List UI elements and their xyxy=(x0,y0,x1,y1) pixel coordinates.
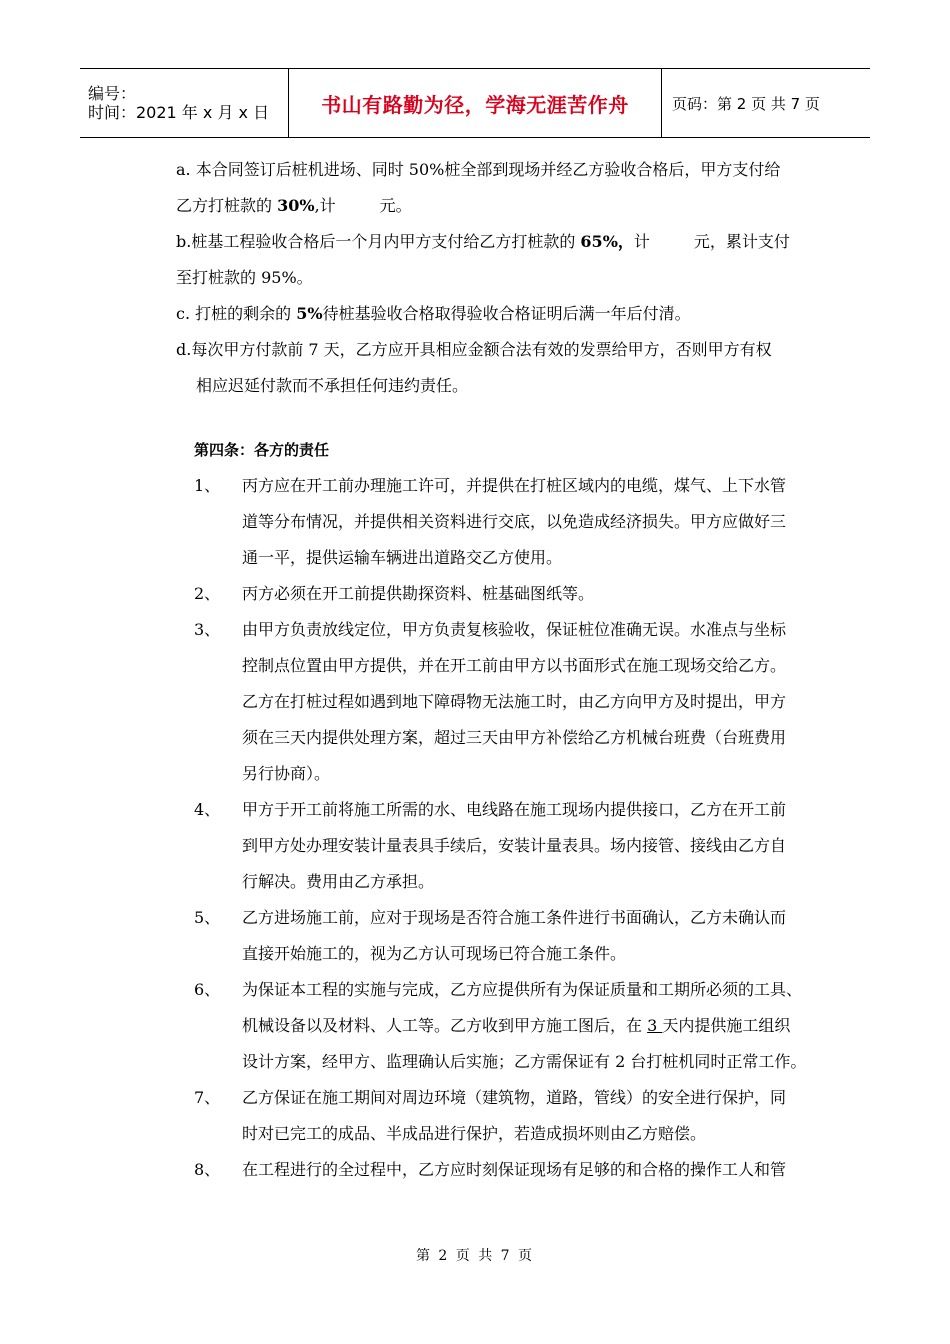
article-4-title: 第四条：各方的责任 xyxy=(194,441,330,459)
item-line: 乙方进场施工前，应对于现场是否符合施工条件进行书面确认，乙方未确认而 xyxy=(242,908,787,927)
item-content xyxy=(242,1080,816,1152)
percent-5: 5% xyxy=(296,304,323,323)
item-number: 1、 xyxy=(194,476,221,495)
percent-30: 30% xyxy=(277,196,315,215)
item-content xyxy=(242,972,816,1080)
item-number: 8、 xyxy=(194,1160,221,1179)
payment-clause-b-line2: 至打桩款的 95%。 xyxy=(176,268,313,287)
list-item xyxy=(176,576,816,612)
document-body xyxy=(176,152,816,1188)
item-line: 乙方保证在施工期间对周边环境（建筑物，道路，管线）的安全进行保护，同 xyxy=(242,1088,787,1107)
text-span: 天内提供施工组织 xyxy=(662,1016,791,1035)
item-content xyxy=(242,792,816,900)
item-line: 控制点位置由甲方提供，并在开工前由甲方以书面形式在施工现场交给乙方。 xyxy=(242,656,787,675)
item-line: 道等分布情况，并提供相关资料进行交底，以免造成经济损失。甲方应做好三 xyxy=(242,512,787,531)
item-line: 须在三天内提供处理方案，超过三天由甲方补偿给乙方机械台班费（台班费用 xyxy=(242,728,787,747)
item-line: 在工程进行的全过程中，乙方应时刻保证现场有足够的和合格的操作工人和管 xyxy=(242,1160,787,1179)
underlined-days: 3 xyxy=(647,1016,663,1035)
text-span: ,计 xyxy=(314,196,336,215)
payment-clause-d-line1: d.每次甲方付款前 7 天，乙方应开具相应金额合法有效的发票给甲方，否则甲方有权 xyxy=(176,340,772,359)
item-line: 直接开始施工的，视为乙方认可现场已符合施工条件。 xyxy=(242,944,627,963)
page-number-label: 页码：第 2 页 共 7 页 xyxy=(672,94,820,113)
item-line: 另行协商）。 xyxy=(242,764,331,783)
payment-clause-b-line1 xyxy=(176,224,816,260)
page-header xyxy=(80,68,870,138)
text-span: 机械设备以及材料、人工等。乙方收到甲方施工图后，在 xyxy=(242,1016,648,1035)
item-line: 由甲方负责放线定位，甲方负责复核验收，保证桩位准确无误。水准点与坐标 xyxy=(242,620,787,639)
item-number: 3、 xyxy=(194,620,221,639)
list-item xyxy=(176,900,816,972)
spacer xyxy=(176,404,816,432)
item-line: 为保证本工程的实施与完成，乙方应提供所有为保证质量和工期所必须的工具、 xyxy=(242,980,803,999)
header-motto: 书山有路勤为径，学海无涯苦作舟 xyxy=(321,92,629,117)
item-content xyxy=(242,612,816,792)
item-line: 时对已完工的成品、半成品进行保护，若造成损坏则由乙方赔偿。 xyxy=(242,1124,707,1143)
header-motto-cell xyxy=(289,69,662,137)
payment-clause-d-line2: 相应迟延付款而不承担任何违约责任。 xyxy=(196,376,469,395)
item-line: 设计方案，经甲方、监理确认后实施；乙方需保证有 2 台打桩机同时正常工作。 xyxy=(242,1052,807,1071)
list-item xyxy=(176,792,816,900)
text-span: 计 xyxy=(633,232,650,251)
item-content xyxy=(242,900,816,972)
text-span: b.桩基工程验收合格后一个月内甲方支付给乙方打桩款的 xyxy=(176,232,581,251)
text-span: 待桩基验收合格取得验收合格证明后满一年后付清。 xyxy=(322,304,691,323)
payment-clause-a-line1: a. 本合同签订后桩机进场、同时 50%桩全部到现场并经乙方验收合格后，甲方支付给 xyxy=(176,160,781,179)
text-span: c. 打桩的剩余的 xyxy=(176,304,297,323)
item-number: 4、 xyxy=(194,800,221,819)
item-line: 丙方应在开工前办理施工许可，并提供在打桩区域内的电缆，煤气、上下水管 xyxy=(242,476,787,495)
list-item xyxy=(176,1080,816,1152)
text-span: 元。 xyxy=(379,196,412,215)
document-date: 时间：2021 年 x 月 x 日 xyxy=(88,103,270,122)
item-line: 甲方于开工前将施工所需的水、电线路在施工现场内提供接口，乙方在开工前 xyxy=(242,800,787,819)
list-item xyxy=(176,468,816,576)
item-line xyxy=(242,1008,816,1044)
payment-clause-c xyxy=(176,296,816,332)
page-footer: 第 2 页 共 7 页 xyxy=(415,1248,535,1264)
payment-clause-a-line2 xyxy=(176,188,816,224)
item-line: 行解决。费用由乙方承担。 xyxy=(242,872,435,891)
item-line: 乙方在打桩过程如遇到地下障碍物无法施工时，由乙方向甲方及时提出，甲方 xyxy=(242,692,787,711)
item-content xyxy=(242,576,816,612)
header-meta xyxy=(80,69,289,137)
percent-65: 65%， xyxy=(580,232,634,251)
item-number: 2、 xyxy=(194,584,221,603)
item-line: 通一平，提供运输车辆进出道路交乙方使用。 xyxy=(242,548,563,567)
list-item xyxy=(176,1152,816,1188)
text-span: 乙方打桩款的 xyxy=(176,196,278,215)
list-item xyxy=(176,972,816,1080)
list-item xyxy=(176,612,816,792)
item-number: 6、 xyxy=(194,980,221,999)
item-content xyxy=(242,468,816,576)
text-span: 元，累计支付 xyxy=(693,232,790,251)
item-number: 7、 xyxy=(194,1088,221,1107)
item-line: 到甲方处办理安装计量表具手续后，安装计量表具。场内接管、接线由乙方自 xyxy=(242,836,787,855)
item-line: 丙方必须在开工前提供勘探资料、桩基础图纸等。 xyxy=(242,584,595,603)
document-number: 编号： xyxy=(88,84,137,103)
item-content xyxy=(242,1152,816,1188)
header-page-info xyxy=(662,69,870,137)
item-number: 5、 xyxy=(194,908,221,927)
